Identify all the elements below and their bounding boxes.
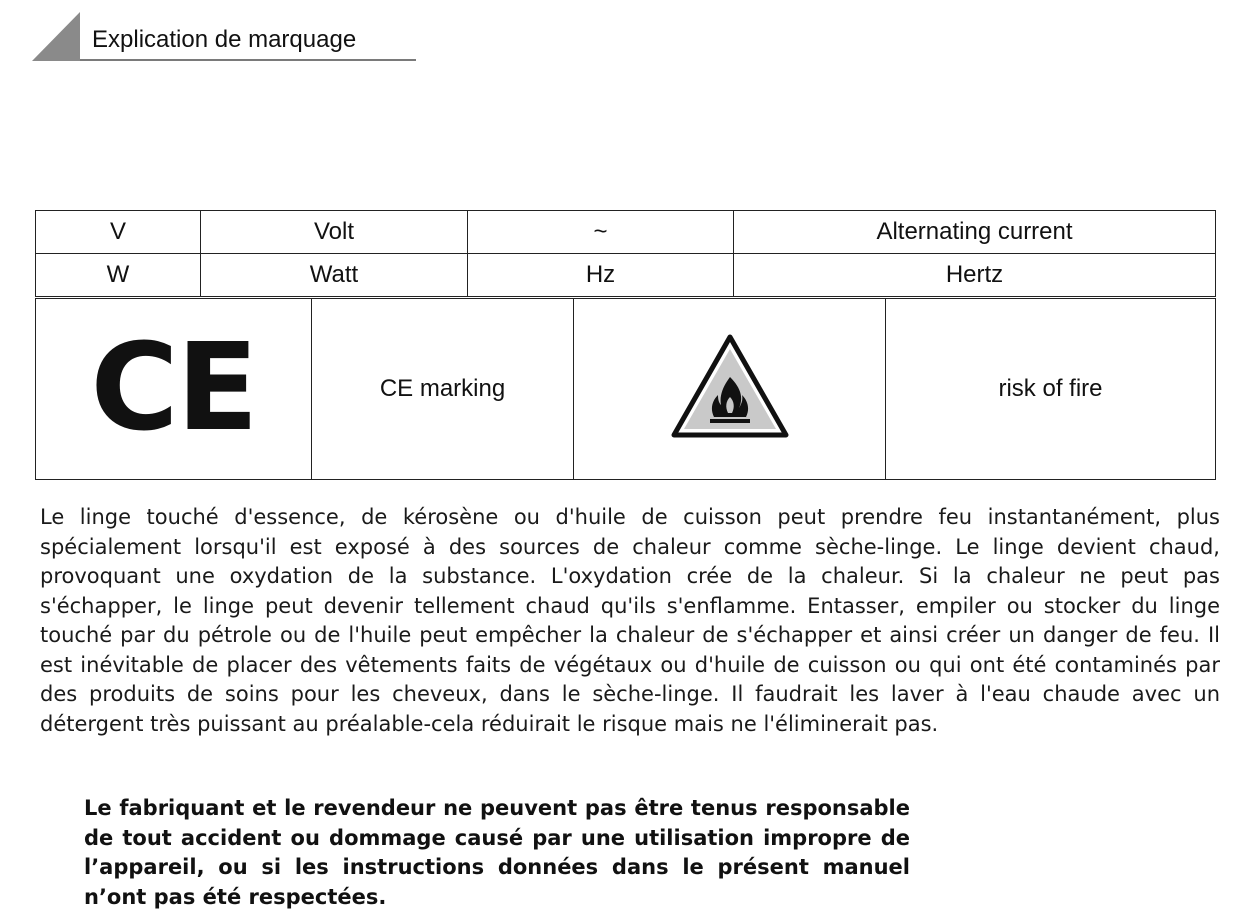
flammable-warning-icon [670,333,790,439]
markings-table [35,298,1216,480]
symbol-cell: V [36,211,201,254]
section-header [32,12,416,62]
page-title: Explication de marquage [92,26,357,53]
table-row [36,211,1216,254]
ce-label-cell: CE marking [312,299,574,480]
fire-risk-paragraph: Le linge touché d'essence, de kérosène ou d'huile de cuisson peut prendre feu instantanément, plus spécialement lorsqu'il est exposé à des sources de chaleur comme sèche-linge. Le linge devient chaud, provoquant une oxydation de la substance. L'oxydation crée de la chaleur. Si la chaleur ne peut pas s'échapper, le linge peut devenir tellement chaud qu'ils s'enflamme. Entasser, empiler ou stocker du linge touché par du pétrole ou de l'huile peut empêcher la chaleur de s'échapper et ainsi créer un danger de feu. Il est inévitable de placer des vêtements faits de végétaux ou d'huile de cuisson ou qui ont été contaminés par des produits de soins pour les cheveux, dans le sèche-linge. Il faudrait les laver à l'eau chaude avec un détergent très puissant au préalable-cela réduirait le risque mais ne l'éliminerait pas. [40,505,1220,736]
header-rule [80,59,416,61]
header-triangle-icon [32,12,82,62]
table-row [36,254,1216,297]
meaning-cell: Alternating current [734,211,1216,254]
table-row [36,299,1216,480]
liability-notice: Le fabriquant et le revendeur ne peuvent pas être tenus responsable de tout accident ou dommage causé par une utilisation impropre de l’appareil, ou si les instructions données dans le présent manuel n’ont pas été respectées. [84,796,910,909]
symbol-cell: ~ [468,211,734,254]
ce-mark-icon: CE [90,319,257,458]
symbol-cell: Hz [468,254,734,297]
symbols-table [35,210,1216,297]
fire-label-cell: risk of fire [886,299,1216,480]
meaning-cell: Volt [201,211,468,254]
meaning-cell: Hertz [734,254,1216,297]
symbol-cell: W [36,254,201,297]
meaning-cell: Watt [201,254,468,297]
ce-mark-cell [36,299,312,480]
fire-icon-cell [574,299,886,480]
